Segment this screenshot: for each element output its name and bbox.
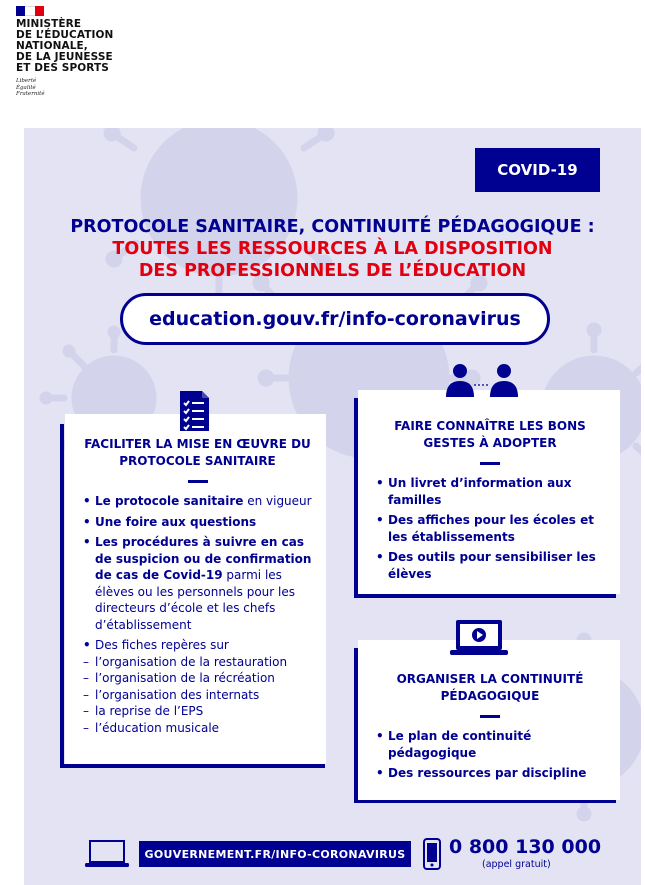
protocol-card — [65, 414, 326, 764]
laptop-icon — [84, 839, 130, 869]
continuity-list — [376, 728, 604, 782]
phone-number[interactable]: 0 800 130 000 — [449, 836, 602, 858]
list-item[interactable] — [83, 514, 312, 531]
gestures-card-title: FAIRE CONNAÎTRE LES BONS GESTES À ADOPTER — [394, 419, 586, 450]
item-bold: Le protocole sanitaire — [95, 494, 244, 508]
item-text: en vigueur — [243, 494, 312, 508]
list-item[interactable] — [376, 549, 604, 582]
ministry-line: MINISTÈRE — [16, 18, 82, 30]
page-title — [24, 216, 641, 282]
list-item[interactable] — [83, 493, 312, 510]
ministry-line: DE L’ÉDUCATION — [16, 29, 114, 41]
sub-list-item[interactable]: – l’organisation des internats — [83, 687, 312, 704]
phone-note: (appel gratuit) — [482, 859, 551, 870]
protocol-card-title: FACILITER LA MISE EN ŒUVRE DU PROTOCOLE SANITAIRE — [84, 437, 311, 468]
motto-line: Liberté — [16, 78, 37, 84]
title-line-1: PROTOCOLE SANITAIRE, CONTINUITÉ PÉDAGOGIQUE : — [70, 217, 595, 237]
french-flag-icon — [16, 6, 44, 16]
item-bold: Une foire aux questions — [95, 514, 257, 529]
title-line-3: DES PROFESSIONNELS DE L’ÉDUCATION — [138, 261, 527, 281]
item-bold: Des outils pour sensibiliser les élèves — [388, 550, 596, 581]
list-item[interactable] — [376, 475, 604, 508]
divider — [188, 480, 208, 483]
sub-list-item[interactable]: – l’organisation de la restauration — [83, 654, 312, 671]
checklist-icon — [176, 389, 212, 433]
list-item[interactable] — [83, 534, 312, 633]
gestures-list — [376, 475, 604, 582]
ministry-line: DE LA JEUNESSE — [16, 51, 113, 63]
item-bold: Le plan de continuité pédagogique — [388, 729, 532, 760]
divider — [480, 462, 500, 465]
list-item: • Des fiches repères sur — [83, 637, 312, 654]
main-url-link[interactable]: education.gouv.fr/info-coronavirus — [120, 293, 550, 345]
ministry-line: NATIONALE, — [16, 40, 88, 52]
ministry-header — [16, 6, 156, 98]
republic-motto — [16, 78, 156, 98]
item-bold: Un livret d’information aux familles — [388, 476, 572, 507]
motto-line: Fraternité — [16, 91, 45, 97]
item-bold: Des affiches pour les écoles et les établissements — [388, 513, 595, 544]
sub-list-item[interactable]: – l’organisation de la récréation — [83, 670, 312, 687]
covid-badge: COVID-19 — [475, 148, 600, 192]
continuity-card — [358, 640, 620, 800]
phone-icon — [422, 838, 442, 870]
item-bold: Les procédures à suivre en cas de suspicion ou de confirmation de cas de Covid-19 — [95, 535, 312, 582]
poster-panel — [24, 128, 641, 885]
item-bold: Des ressources par discipline — [388, 766, 587, 780]
ministry-name — [16, 19, 156, 74]
motto-line: Égalité — [16, 84, 36, 91]
ministry-line: ET DES SPORTS — [16, 62, 109, 74]
divider — [480, 715, 500, 718]
sub-list-item[interactable]: – la reprise de l’EPS — [83, 703, 312, 720]
list-item[interactable] — [376, 728, 604, 761]
continuity-card-title: ORGANISER LA CONTINUITÉ PÉDAGOGIQUE — [396, 672, 584, 703]
title-line-2: TOUTES LES RESSOURCES À LA DISPOSITION — [112, 239, 553, 259]
laptop-video-icon — [448, 618, 510, 660]
list-item[interactable] — [376, 512, 604, 545]
list-item[interactable] — [376, 765, 604, 782]
protocol-list — [83, 493, 312, 736]
people-distance-icon — [444, 363, 520, 399]
gov-url-link[interactable]: GOUVERNEMENT.FR/INFO-CORONAVIRUS — [139, 841, 411, 867]
sub-list-item[interactable]: – l’éducation musicale — [83, 720, 312, 737]
item-text: parmi les élèves ou les personnels pour les directeurs d’école et les chefs d’établissement — [95, 568, 295, 632]
gestures-card — [358, 390, 620, 594]
footer — [24, 834, 641, 874]
